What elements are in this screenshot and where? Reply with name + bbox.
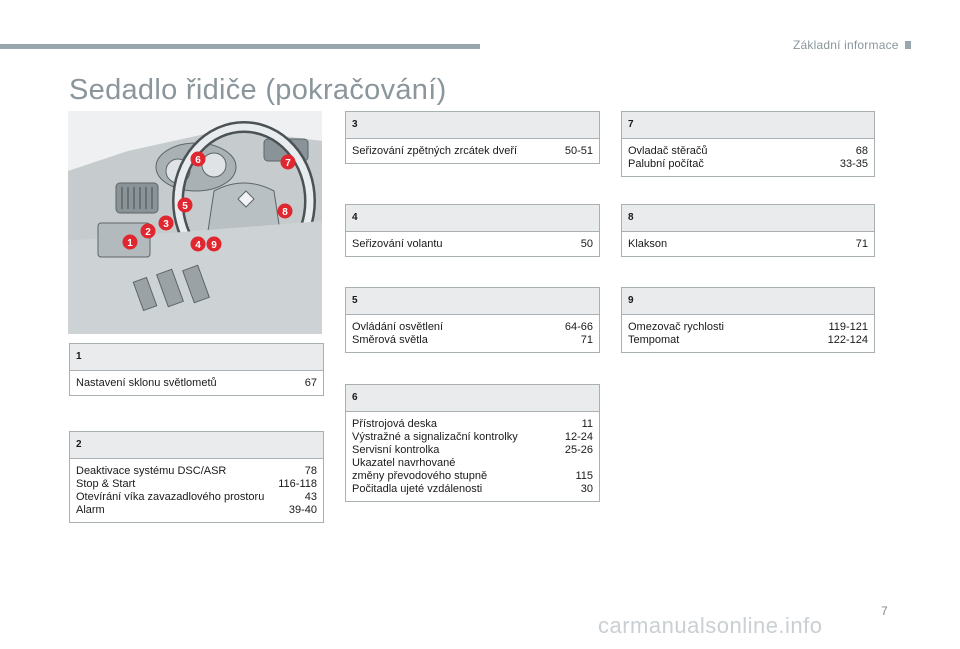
legend-box-number: 4 (346, 205, 599, 232)
callout-4 (191, 237, 206, 252)
list-item: Tempomat 122-124 (628, 334, 868, 346)
dashboard-drawing (68, 111, 322, 334)
section-title: Základní informace (793, 38, 899, 52)
list-item: Ovladač stěračů 68 (628, 145, 868, 157)
list-item: Počitadla ujeté vzdálenosti 30 (352, 483, 593, 495)
callout-5 (178, 198, 193, 213)
dashboard-illustration (68, 111, 322, 334)
list-item: Seřizování zpětných zrcátek dveří 50-51 (352, 145, 593, 157)
list-item: Alarm 39-40 (76, 504, 317, 516)
legend-box-1 (69, 343, 324, 396)
legend-box-2 (69, 431, 324, 523)
svg-text:5: 5 (182, 201, 188, 212)
legend-box-number: 6 (346, 385, 599, 412)
svg-text:7: 7 (285, 158, 291, 169)
list-item: Stop & Start 116-118 (76, 478, 317, 490)
legend-box-number: 5 (346, 288, 599, 315)
callout-7 (281, 155, 296, 170)
svg-text:3: 3 (163, 219, 169, 230)
svg-text:1: 1 (127, 238, 133, 249)
list-item: Výstražné a signalizační kontrolky 12-24 (352, 431, 593, 443)
callout-1 (123, 235, 138, 250)
legend-box-number: 9 (622, 288, 874, 315)
legend-box-8 (621, 204, 875, 257)
section-marker (905, 41, 911, 49)
svg-text:8: 8 (282, 207, 288, 218)
legend-box-3 (345, 111, 600, 164)
svg-text:6: 6 (195, 155, 201, 166)
list-item: Palubní počítač 33-35 (628, 158, 868, 170)
legend-box-number: 7 (622, 112, 874, 139)
list-item: Klakson 71 (628, 238, 868, 250)
page-title: Sedadlo řidiče (pokračování) (69, 74, 447, 106)
page-number: 7 (881, 604, 888, 618)
list-item: Nastavení sklonu světlometů 67 (76, 377, 317, 389)
legend-box-4 (345, 204, 600, 257)
list-item: Omezovač rychlosti 119-121 (628, 321, 868, 333)
watermark: carmanualsonline.info (598, 613, 823, 638)
legend-box-number: 8 (622, 205, 874, 232)
list-item: Seřizování volantu 50 (352, 238, 593, 250)
callout-2 (141, 224, 156, 239)
list-item: Přístrojová deska 11 (352, 418, 593, 430)
list-item: Ovládání osvětlení 64-66 (352, 321, 593, 333)
list-item: Deaktivace systému DSC/ASR 78 (76, 465, 317, 477)
legend-box-number: 2 (70, 432, 323, 459)
legend-box-number: 1 (70, 344, 323, 371)
svg-text:4: 4 (195, 240, 201, 251)
svg-text:9: 9 (211, 240, 217, 251)
svg-text:2: 2 (145, 227, 151, 238)
callout-8 (278, 204, 293, 219)
legend-box-5 (345, 287, 600, 353)
list-item: Servisní kontrolka 25-26 (352, 444, 593, 456)
list-item: Ukazatel navrhované změny převodového stupně 115 (352, 457, 593, 482)
legend-box-9 (621, 287, 875, 353)
header-rule (0, 44, 480, 49)
callout-3 (159, 216, 174, 231)
legend-box-6 (345, 384, 600, 502)
list-item: Směrová světla 71 (352, 334, 593, 346)
callout-9 (207, 237, 222, 252)
list-item: Otevírání víka zavazadlového prostoru 43 (76, 491, 317, 503)
legend-box-7 (621, 111, 875, 177)
legend-box-number: 3 (346, 112, 599, 139)
callout-6 (191, 152, 206, 167)
